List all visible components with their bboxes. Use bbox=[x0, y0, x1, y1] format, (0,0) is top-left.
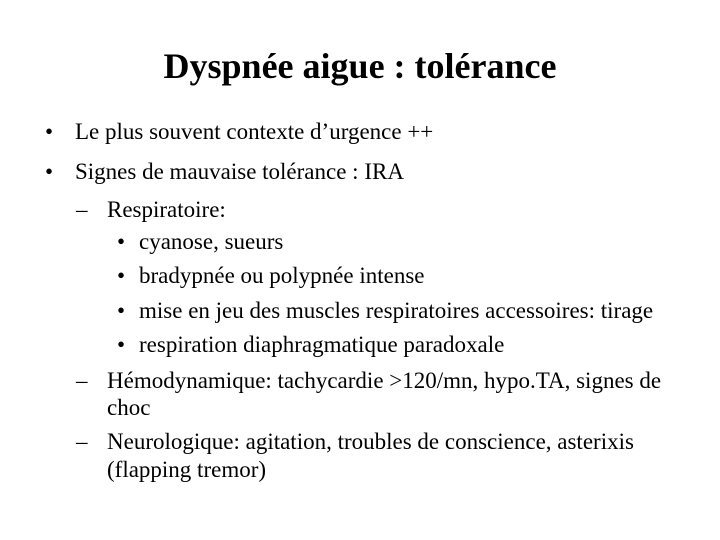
list-item bbox=[117, 331, 505, 359]
sublist-item-neurologique bbox=[76, 428, 634, 456]
sublist-item-text: Hémodynamique: tachycardie >120/mn, hypo.TA, signes de bbox=[107, 368, 662, 393]
list-item-text: Le plus souvent contexte d’urgence ++ bbox=[75, 119, 434, 144]
list-item-text: respiration diaphragmatique paradoxale bbox=[139, 332, 505, 357]
bullet-marker: • bbox=[117, 263, 126, 288]
list-item-text: bradypnée ou polypnée intense bbox=[139, 263, 425, 288]
slide-title: Dyspnée aigue : tolérance bbox=[163, 46, 557, 86]
bullet-marker: • bbox=[117, 229, 126, 254]
sublist-item-continuation: (flapping tremor) bbox=[107, 457, 267, 482]
list-item bbox=[117, 262, 425, 290]
dash-marker: – bbox=[76, 197, 88, 222]
sublist-item-respiratoire bbox=[76, 196, 226, 224]
list-item bbox=[45, 158, 404, 186]
sublist-item-continuation: choc bbox=[107, 395, 151, 420]
list-item bbox=[117, 228, 284, 256]
sublist-item-text: Respiratoire: bbox=[107, 197, 226, 222]
bullet-marker: • bbox=[117, 332, 126, 357]
list-item-text: cyanose, sueurs bbox=[139, 229, 284, 254]
bullet-marker: • bbox=[117, 298, 126, 323]
bullet-marker: • bbox=[45, 159, 54, 184]
list-item-text: Signes de mauvaise tolérance : IRA bbox=[75, 159, 404, 184]
list-item bbox=[117, 297, 654, 325]
sublist-item-text: Neurologique: agitation, troubles de conscience, asterixis bbox=[107, 429, 634, 454]
bullet-marker: • bbox=[45, 119, 54, 144]
list-item bbox=[45, 118, 434, 146]
dash-marker: – bbox=[76, 429, 88, 454]
list-item-text: mise en jeu des muscles respiratoires accessoires: tirage bbox=[139, 298, 654, 323]
dash-marker: – bbox=[76, 368, 88, 393]
sublist-item-hemodynamique bbox=[76, 367, 662, 395]
